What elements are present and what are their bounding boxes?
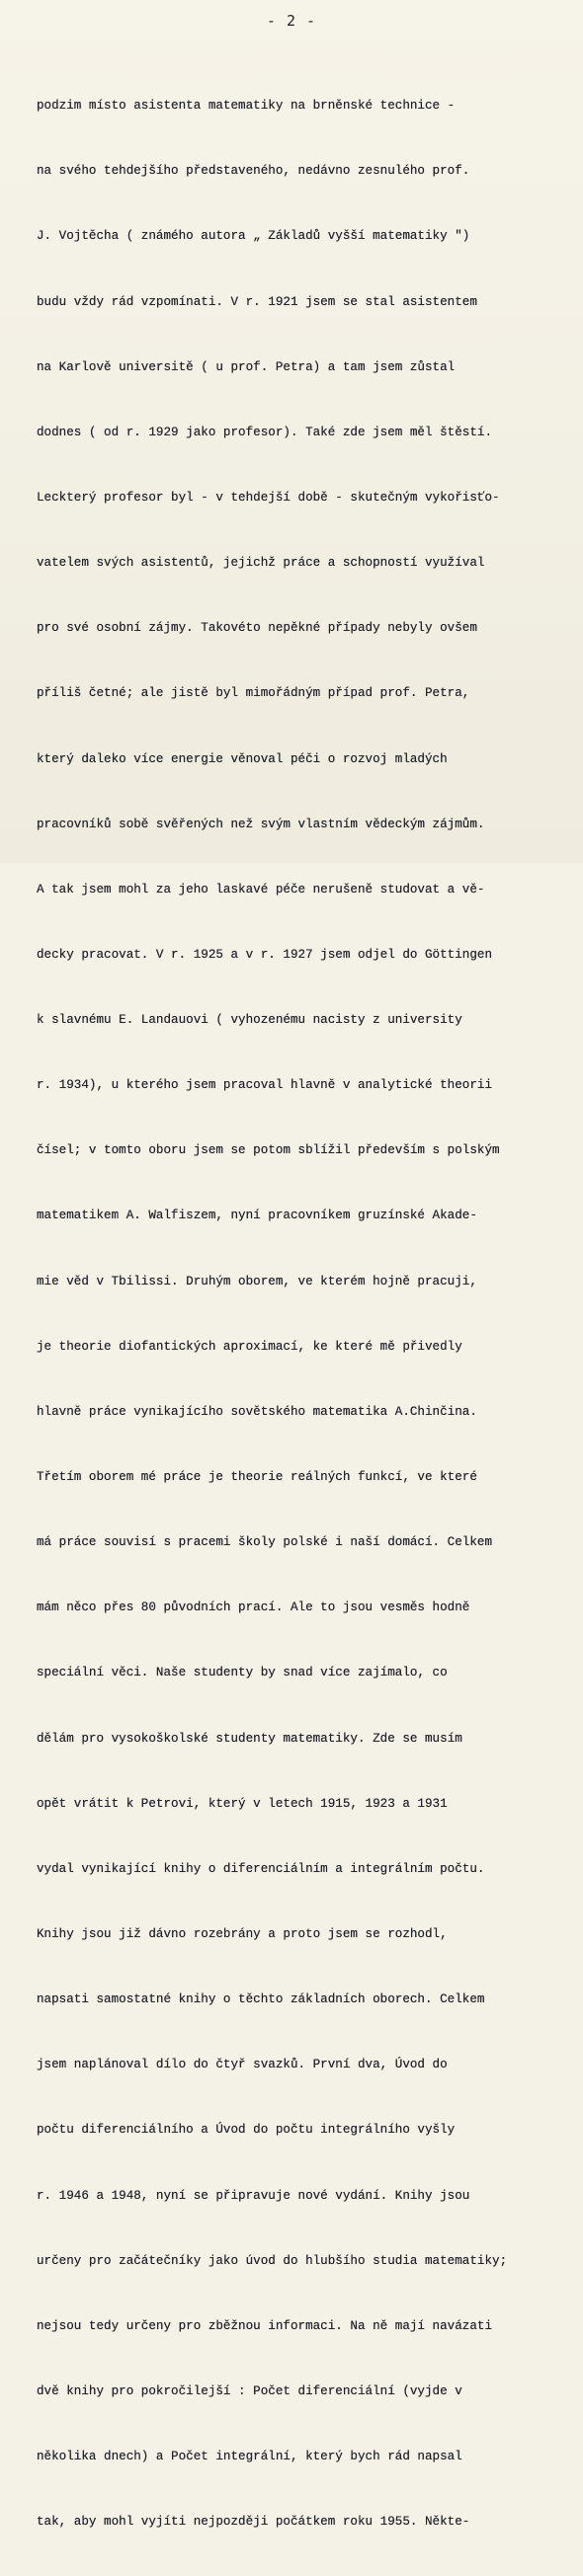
text-line: napsati samostatné knihy o těchto základních oborech. Celkem bbox=[37, 1992, 485, 2007]
text-line: čísel; v tomto oboru jsem se potom sblížil především s polským bbox=[37, 1143, 500, 1158]
text-line: počtu diferenciálního a Úvod do počtu integrálního vyšly bbox=[37, 2123, 456, 2138]
text-line: mie věd v Tbilissi. Druhým oborem, ve kterém hojně pracuji, bbox=[37, 1274, 477, 1288]
text-line: určeny pro začátečníky jako úvod do hlubšího studia matematiky; bbox=[37, 2253, 508, 2268]
text-line: budu vždy rád vzpomínati. V r. 1921 jsem se stal asistentem bbox=[37, 294, 477, 309]
text-line: r. 1934), u kterého jsem pracoval hlavně v analytické theorii bbox=[37, 1078, 493, 1093]
text-line: hlavně práce vynikajícího sovětského matematika A.Chinčina. bbox=[37, 1404, 477, 1419]
text-line: příliš četné; ale jistě byl mimořádným případ prof. Petra, bbox=[37, 686, 470, 701]
text-line: je theorie diofantických aproximací, ke které mě přivedly bbox=[37, 1339, 462, 1354]
body-text bbox=[37, 51, 578, 2576]
text-line: pro své osobní zájmy. Takovéto nepěkné případy nebyly ovšem bbox=[37, 621, 477, 636]
text-line: dělám pro vysokoškolské studenty matematiky. Zde se musím bbox=[37, 1731, 462, 1746]
text-line: vatelem svých asistentů, jejichž práce a schopností využíval bbox=[37, 556, 485, 571]
text-line: na svého tehdejšího představeného, nedávno zesnulého prof. bbox=[37, 164, 470, 179]
text-line: který daleko více energie věnoval péči o rozvoj mladých bbox=[37, 751, 448, 766]
text-line: Knihy jsou již dávno rozebrány a proto jsem se rozhodl, bbox=[37, 1927, 448, 1942]
text-line: podzim místo asistenta matematiky na brněnské technice - bbox=[37, 99, 456, 114]
text-line: matematikem A. Walfiszem, nyní pracovníkem gruzínské Akade- bbox=[37, 1209, 477, 1223]
text-line: r. 1946 a 1948, nyní se připravuje nové vydání. Knihy jsou bbox=[37, 2188, 470, 2203]
text-line: Třetím oborem mé práce je theorie reálných funkcí, ve které bbox=[37, 1470, 477, 1485]
text-line: několika dnech) a Počet integrální, který bych rád napsal bbox=[37, 2450, 462, 2464]
text-line: opět vrátit k Petrovi, který v letech 1915, 1923 a 1931 bbox=[37, 1796, 448, 1811]
text-line: na Karlově universitě ( u prof. Petra) a tam jsem zůstal bbox=[37, 359, 456, 374]
text-line: má práce souvisí s pracemi školy polské i naší domácí. Celkem bbox=[37, 1535, 493, 1550]
text-line: speciální věci. Naše studenty by snad více zajímalo, co bbox=[37, 1666, 448, 1680]
text-line: decky pracovat. V r. 1925 a v r. 1927 jsem odjel do Göttingen bbox=[37, 947, 493, 962]
text-line: Leckterý profesor byl - v tehdejší době - skutečným vykořisťo- bbox=[37, 490, 500, 505]
text-line: J. Vojtěcha ( známého autora „ Základů vyšší matematiky ") bbox=[37, 229, 470, 244]
text-line: tak, aby mohl vyjíti nejpozději počátkem roku 1955. Někte- bbox=[37, 2515, 470, 2530]
text-line: pracovníků sobě svěřených než svým vlastním vědeckým zájmům. bbox=[37, 817, 485, 831]
page-number: - 2 - bbox=[266, 12, 317, 30]
text-line: dodnes ( od r. 1929 jako profesor). Také zde jsem měl štěstí. bbox=[37, 425, 493, 439]
text-line: jsem naplánoval dílo do čtyř svazků. První dva, Úvod do bbox=[37, 2058, 448, 2072]
text-line: k slavnému E. Landauovi ( vyhozenému nacisty z university bbox=[37, 1013, 462, 1028]
text-line: dvě knihy pro pokročilejší : Počet diferenciální (vyjde v bbox=[37, 2384, 462, 2399]
text-line: A tak jsem mohl za jeho laskavé péče nerušeně studovat a vě- bbox=[37, 882, 485, 897]
text-line: vydal vynikající knihy o diferenciálním a integrálním počtu. bbox=[37, 1861, 485, 1876]
text-line: nejsou tedy určeny pro zběžnou informaci. Na ně mají navázati bbox=[37, 2318, 493, 2333]
text-line: mám něco přes 80 původních prací. Ale to jsou vesměs hodně bbox=[37, 1600, 470, 1615]
